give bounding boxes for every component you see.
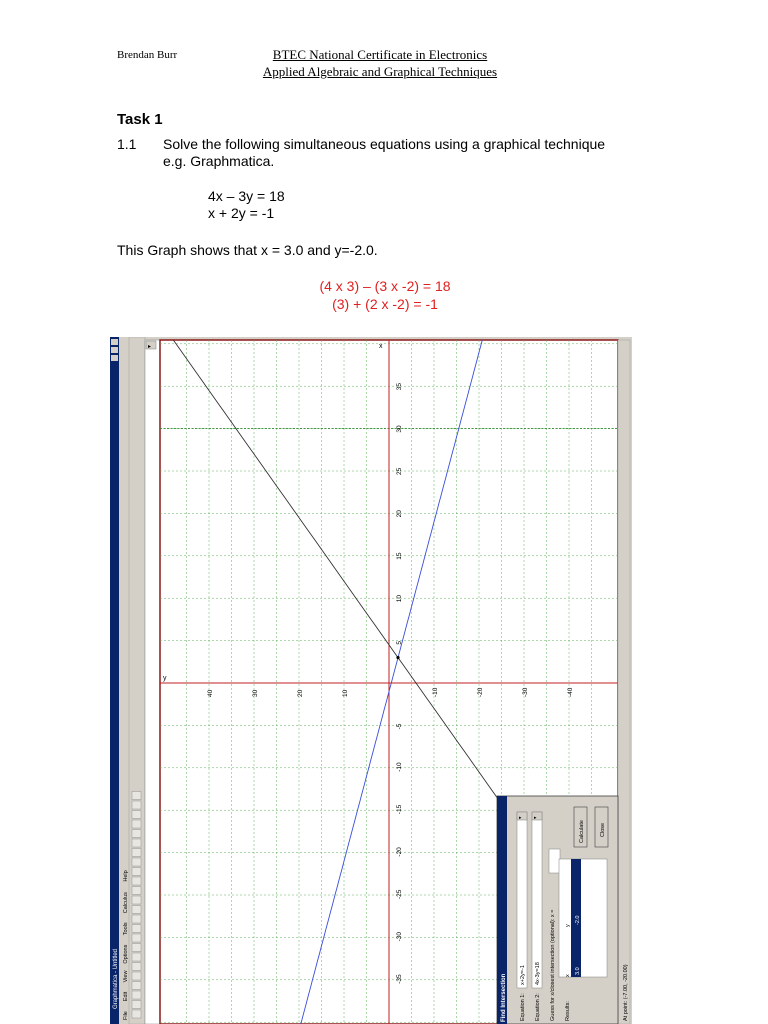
task-heading: Task 1: [117, 111, 163, 128]
question-line-2: e.g. Graphmatica.: [163, 153, 275, 169]
x-tick-label: -20: [396, 847, 403, 857]
menu-item-options[interactable]: Options: [123, 944, 129, 964]
results-label: Results:: [565, 1001, 571, 1021]
x-tick-label: 30: [396, 425, 403, 433]
y-tick-label: 30: [252, 689, 259, 697]
equation-2: x + 2y = -1: [208, 205, 275, 221]
y-tick-label: 20: [297, 689, 304, 697]
x-tick-label: 25: [396, 467, 403, 475]
y-tick-label: -10: [432, 687, 439, 697]
equation1-value: x+2y=-1: [520, 965, 526, 985]
result-y-value: -2.0: [575, 915, 581, 925]
y-tick-label: -40: [567, 687, 574, 697]
intersection-point: [396, 656, 399, 659]
y-tick-label: 10: [342, 689, 349, 697]
x-axis-label: x: [379, 343, 383, 350]
calculate-label: Calculate: [579, 820, 585, 843]
x-tick-label: -5: [396, 723, 403, 730]
menu-item-edit[interactable]: Edit: [123, 991, 129, 1002]
results-col-y: y: [565, 924, 571, 927]
x-tick-label: -30: [396, 931, 403, 942]
toolbar-button[interactable]: [132, 982, 141, 990]
equation-1: 4x – 3y = 18: [208, 188, 285, 204]
title-bar-text: Graphmatica - Untitled: [113, 948, 119, 1009]
toolbar-button[interactable]: [132, 934, 141, 942]
question-number: 1.1: [117, 136, 137, 152]
x-tick-label: 5: [396, 640, 403, 645]
x-tick-label: 15: [396, 552, 403, 560]
toolbar-button[interactable]: [132, 944, 141, 952]
toolbar-button[interactable]: [132, 906, 141, 914]
toolbar-button[interactable]: [132, 972, 141, 980]
toolbar-button[interactable]: [132, 991, 141, 999]
toolbar-button[interactable]: [132, 887, 141, 895]
toolbar-button[interactable]: [132, 792, 141, 800]
course-subtitle: Applied Algebraic and Graphical Techniques: [262, 64, 498, 79]
graphmatica-screenshot: [110, 337, 632, 1024]
guess-label: Guess for x/closest intersection (optional): x =: [550, 909, 556, 1021]
menu-item-file[interactable]: File: [123, 1011, 129, 1020]
menu-item-tools[interactable]: Tools: [123, 922, 129, 936]
equation2-field[interactable]: [532, 812, 542, 988]
x-tick-label: -35: [396, 974, 403, 984]
svg-text:▸: ▸: [534, 815, 537, 821]
toolbar-button[interactable]: [132, 925, 141, 933]
toolbar-button[interactable]: [132, 1001, 141, 1009]
toolbar-button[interactable]: [132, 811, 141, 819]
menu-item-view[interactable]: View: [123, 970, 129, 983]
svg-text:▸: ▸: [148, 344, 152, 350]
window-controls[interactable]: [111, 339, 118, 361]
result-x-value: 3.0: [575, 967, 581, 975]
toolbar-button[interactable]: [132, 858, 141, 866]
toolbar-button[interactable]: [132, 801, 141, 809]
menu-bar[interactable]: [123, 870, 129, 1020]
find-intersection-dialog: [497, 796, 618, 1024]
x-tick-label: -10: [396, 762, 403, 772]
toolbar-button[interactable]: [132, 830, 141, 838]
dialog-title: Find Intersection: [501, 973, 507, 1022]
x-tick-label: 20: [396, 510, 403, 518]
menu-item-calculus[interactable]: Calculus: [123, 892, 129, 914]
course-title: BTEC National Certificate in Electronics: [272, 47, 488, 62]
x-tick-label: -15: [396, 804, 403, 815]
author-name: Brendan Burr: [117, 49, 178, 61]
status-bar: [618, 340, 630, 1024]
status-text: At point: (-7.00, -20.00): [623, 964, 629, 1021]
menu-item-help[interactable]: Help: [123, 870, 129, 882]
equation2-value: 4x-3y=18: [535, 962, 541, 985]
y-axis-label: y: [163, 675, 167, 682]
toolbar-button[interactable]: [132, 963, 141, 971]
toolbar-button[interactable]: [132, 839, 141, 847]
toolbar-button[interactable]: [132, 896, 141, 904]
x-tick-label: 10: [396, 594, 403, 603]
toolbar-button[interactable]: [132, 849, 141, 857]
toolbar-button[interactable]: [132, 915, 141, 923]
y-tick-label: 40: [207, 689, 214, 697]
x-tick-label: 35: [396, 382, 403, 391]
results-col-x: x: [565, 974, 571, 977]
equation1-field[interactable]: [517, 812, 527, 988]
check-line-2: (3) + (2 x -2) = -1: [332, 296, 438, 312]
results-table[interactable]: [559, 859, 607, 977]
y-tick-label: -30: [522, 687, 529, 697]
y-tick-label: -20: [477, 687, 484, 697]
close-label: Close: [600, 822, 606, 837]
toolbar-button[interactable]: [132, 820, 141, 828]
question-line-1: Solve the following simultaneous equations using a graphical technique: [163, 136, 606, 152]
title-bar: [110, 337, 119, 1024]
svg-text:▸: ▸: [519, 815, 522, 821]
toolbar-button[interactable]: [132, 868, 141, 876]
guess-input[interactable]: [549, 849, 560, 873]
equation-panel[interactable]: [145, 340, 160, 1024]
question-text: [163, 136, 683, 170]
check-line-1: (4 x 3) – (3 x -2) = 18: [319, 278, 451, 294]
equation2-label: Equation 2:: [535, 993, 541, 1021]
toolbar-button[interactable]: [132, 877, 141, 885]
toolbar-button[interactable]: [132, 1010, 141, 1018]
x-tick-label: -25: [396, 889, 403, 899]
equation1-label: Equation 1:: [520, 993, 526, 1021]
result-statement: This Graph shows that x = 3.0 and y=-2.0.: [117, 242, 378, 258]
toolbar-button[interactable]: [132, 953, 141, 961]
